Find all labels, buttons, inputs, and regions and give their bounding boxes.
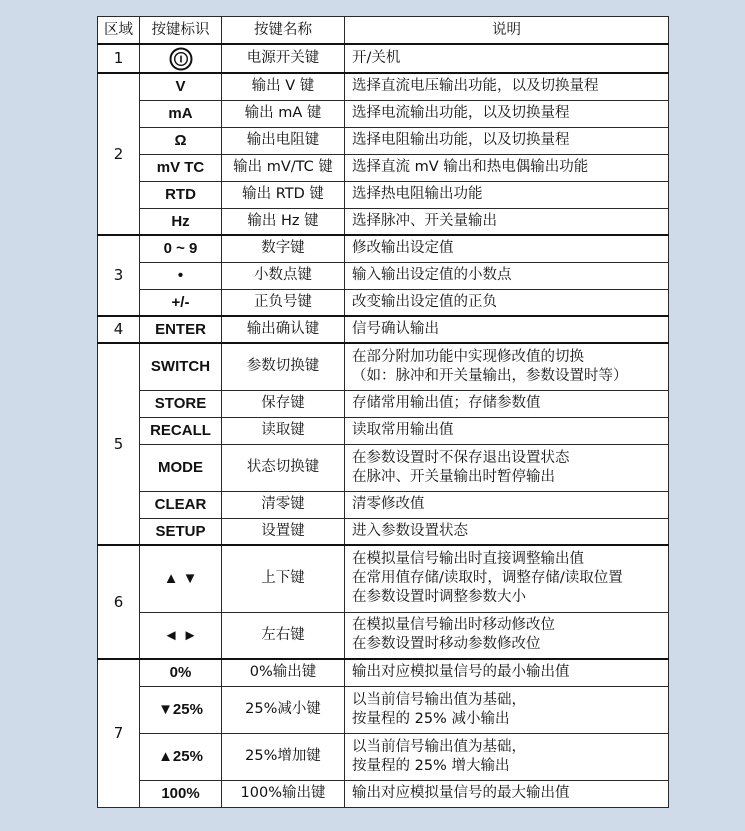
table-row — [98, 491, 669, 518]
table-row — [98, 686, 669, 733]
key-name-cell: 输出 V 键 — [222, 73, 345, 100]
key-label-cell: RTD — [140, 181, 222, 208]
description-cell — [345, 733, 669, 780]
table-row — [98, 100, 669, 127]
description-line: 在脉冲、开关量输出时暂停输出 — [352, 468, 555, 485]
key-label-cell: ▲ ▼ — [140, 545, 222, 612]
description-cell — [345, 612, 669, 659]
region-cell: 2 — [98, 73, 140, 235]
key-name-cell: 数字键 — [222, 235, 345, 262]
key-label-cell: • — [140, 262, 222, 289]
table-row — [98, 262, 669, 289]
table-row — [98, 154, 669, 181]
key-name-cell: 正负号键 — [222, 289, 345, 316]
description-line: 选择热电阻输出功能 — [352, 186, 483, 202]
key-label-cell: ENTER — [140, 316, 222, 343]
description-line: 按量程的 25% 增大输出 — [352, 757, 510, 774]
key-name-cell: 电源开关键 — [222, 44, 345, 73]
table-row — [98, 235, 669, 262]
description-line: 改变输出设定值的正负 — [352, 293, 497, 310]
key-label-cell: mA — [140, 100, 222, 127]
header-desc: 说明 — [345, 17, 669, 45]
description-cell — [345, 659, 669, 686]
key-label-cell: ▲25% — [140, 733, 222, 780]
region-cell: 3 — [98, 235, 140, 316]
description-cell — [345, 235, 669, 262]
description-line: 在部分附加功能中实现修改值的切换 — [352, 348, 584, 365]
region-cell: 4 — [98, 316, 140, 343]
description-line: 在常用值存储/读取时，调整存储/读取位置 — [352, 570, 623, 587]
table-row — [98, 181, 669, 208]
key-name-cell: 25%增加键 — [222, 733, 345, 780]
header-region: 区域 — [98, 17, 140, 45]
table-row — [98, 73, 669, 100]
region-cell: 6 — [98, 545, 140, 659]
key-name-cell: 输出确认键 — [222, 316, 345, 343]
description-line: 输入输出设定值的小数点 — [352, 267, 512, 283]
description-line: 修改输出设定值 — [352, 240, 454, 257]
description-cell — [345, 44, 669, 73]
description-cell — [345, 127, 669, 154]
description-cell — [345, 343, 669, 390]
key-name-cell: 25%减小键 — [222, 686, 345, 733]
key-name-cell: 保存键 — [222, 390, 345, 417]
key-label-cell: +/- — [140, 289, 222, 316]
description-cell — [345, 73, 669, 100]
key-label-cell: mV TC — [140, 154, 222, 181]
table-row — [98, 208, 669, 235]
description-line: 选择电流输出功能，以及切换量程 — [352, 105, 570, 121]
description-line: 读取常用输出值 — [352, 422, 454, 438]
region-cell: 5 — [98, 343, 140, 545]
description-line: 输出对应模拟量信号的最小输出值 — [352, 664, 570, 681]
key-label-cell: V — [140, 73, 222, 100]
table-row — [98, 316, 669, 343]
key-label-cell: ▼25% — [140, 686, 222, 733]
description-cell — [345, 181, 669, 208]
description-line: 开/关机 — [352, 50, 401, 66]
table-row — [98, 780, 669, 807]
description-cell — [345, 289, 669, 316]
key-name-cell: 设置键 — [222, 518, 345, 545]
description-line: 输出对应模拟量信号的最大输出值 — [352, 785, 570, 801]
key-description-table — [97, 16, 669, 808]
key-name-cell: 输出 RTD 键 — [222, 181, 345, 208]
key-label-cell: RECALL — [140, 417, 222, 444]
table-row — [98, 390, 669, 417]
table-row — [98, 545, 669, 612]
table-row — [98, 518, 669, 545]
key-name-cell: 输出 mV/TC 键 — [222, 154, 345, 181]
description-line: 在模拟量信号输出时直接调整输出值 — [352, 551, 584, 568]
table-body — [98, 44, 669, 807]
power-icon — [169, 47, 193, 71]
description-line: 存储常用输出值；存储参数值 — [352, 395, 541, 411]
key-name-cell: 输出 mA 键 — [222, 100, 345, 127]
table-row — [98, 659, 669, 686]
key-name-cell: 输出电阻键 — [222, 127, 345, 154]
description-cell — [345, 780, 669, 807]
key-name-cell: 上下键 — [222, 545, 345, 612]
key-label-cell: Ω — [140, 127, 222, 154]
table-row — [98, 612, 669, 659]
description-line: 进入参数设置状态 — [352, 522, 468, 539]
description-line: 选择直流电压输出功能，以及切换量程 — [352, 78, 599, 95]
key-name-cell: 参数切换键 — [222, 343, 345, 390]
description-cell — [345, 491, 669, 518]
key-name-cell: 小数点键 — [222, 262, 345, 289]
header-key: 按键标识 — [140, 17, 222, 45]
description-cell — [345, 518, 669, 545]
description-line: 在参数设置时调整参数大小 — [352, 589, 526, 606]
key-label-cell: SETUP — [140, 518, 222, 545]
description-line: 选择电阻输出功能，以及切换量程 — [352, 132, 570, 148]
description-cell — [345, 100, 669, 127]
table-row — [98, 289, 669, 316]
region-cell: 1 — [98, 44, 140, 73]
table-row — [98, 127, 669, 154]
description-cell — [345, 686, 669, 733]
header-name: 按键名称 — [222, 17, 345, 45]
key-name-cell: 100%输出键 — [222, 780, 345, 807]
key-label-cell: CLEAR — [140, 491, 222, 518]
description-cell — [345, 154, 669, 181]
description-cell — [345, 545, 669, 612]
description-line: 在模拟量信号输出时移动修改位 — [352, 617, 555, 634]
description-cell — [345, 208, 669, 235]
description-cell — [345, 444, 669, 491]
key-label-cell: 0% — [140, 659, 222, 686]
description-line: 以当前信号输出值为基础， — [352, 691, 526, 708]
description-cell — [345, 417, 669, 444]
description-line: 选择直流 mV 输出和热电偶输出功能 — [352, 159, 589, 175]
table-row — [98, 733, 669, 780]
description-line: 按量程的 25% 减小输出 — [352, 710, 510, 727]
key-label-cell: 100% — [140, 780, 222, 807]
region-cell: 7 — [98, 659, 140, 807]
description-line: 在参数设置时移动参数修改位 — [352, 636, 541, 653]
table-row — [98, 444, 669, 491]
table-header-row — [98, 17, 669, 45]
key-label-cell: Hz — [140, 208, 222, 235]
key-name-cell: 状态切换键 — [222, 444, 345, 491]
description-line: 在参数设置时不保存退出设置状态 — [352, 449, 570, 466]
description-cell — [345, 262, 669, 289]
table-row — [98, 417, 669, 444]
key-name-cell: 清零键 — [222, 491, 345, 518]
key-label-cell — [140, 44, 222, 73]
table-row — [98, 44, 669, 73]
description-line: 信号确认输出 — [352, 321, 439, 337]
key-name-cell: 输出 Hz 键 — [222, 208, 345, 235]
description-line: （如：脉冲和开关量输出，参数设置时等） — [352, 367, 628, 384]
key-label-cell: STORE — [140, 390, 222, 417]
table-row — [98, 343, 669, 390]
key-label-cell: ◄ ► — [140, 612, 222, 659]
key-label-cell: SWITCH — [140, 343, 222, 390]
description-line: 以当前信号输出值为基础， — [352, 738, 526, 755]
key-label-cell: MODE — [140, 444, 222, 491]
description-line: 清零修改值 — [352, 496, 425, 512]
description-cell — [345, 316, 669, 343]
description-cell — [345, 390, 669, 417]
key-name-cell: 0%输出键 — [222, 659, 345, 686]
key-name-cell: 左右键 — [222, 612, 345, 659]
description-line: 选择脉冲、开关量输出 — [352, 212, 497, 229]
key-name-cell: 读取键 — [222, 417, 345, 444]
key-label-cell: 0 ~ 9 — [140, 235, 222, 262]
